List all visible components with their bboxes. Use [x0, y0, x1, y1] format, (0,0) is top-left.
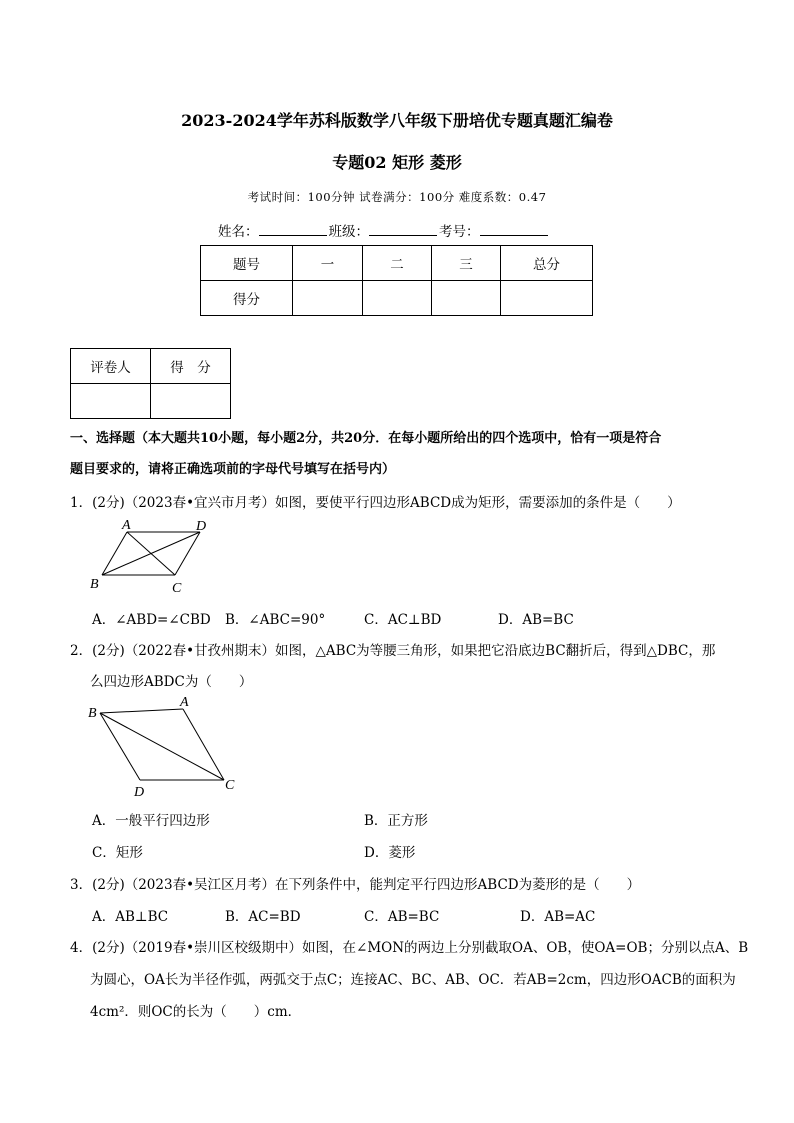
- q1-option-b[interactable]: B．∠ABC=90°: [225, 612, 326, 628]
- score-cell[interactable]: [293, 281, 363, 316]
- q4-stem-line2: 为圆心，OA长为半径作弧，两弧交于点C；连接AC、BC、AB、OC．若AB=2cm，四边形OACB的面积为: [90, 972, 736, 988]
- q1-label-a: A: [122, 518, 131, 533]
- q3-option-c[interactable]: C．AB=BC: [364, 909, 440, 925]
- exam-no-blank[interactable]: [480, 223, 548, 236]
- grader-cell[interactable]: [71, 384, 151, 419]
- score-cell[interactable]: [432, 281, 501, 316]
- q1-option-a[interactable]: A．∠ABD=∠CBD: [92, 612, 211, 628]
- score-header-cell: 一: [293, 246, 363, 281]
- q2-option-c[interactable]: C．矩形: [92, 845, 143, 861]
- grader-score-label: 得 分: [151, 349, 231, 384]
- grader-cell[interactable]: [151, 384, 231, 419]
- q3-option-a[interactable]: A．AB⊥BC: [92, 909, 169, 925]
- q2-diagonal-bc: [100, 713, 224, 780]
- exam-no-label: 考号：: [439, 224, 480, 240]
- class-label: 班级：: [328, 224, 369, 240]
- q2-side-db: [100, 713, 140, 780]
- q1-diagonal-bd: [102, 532, 200, 575]
- q2-label-b: B: [88, 706, 97, 721]
- q1-label-b: B: [90, 577, 99, 592]
- q4-stem-line3: 4cm²．则OC的长为（ ）cm．: [90, 1004, 302, 1020]
- q2-rhombus-figure: [80, 694, 250, 804]
- q1-label-d: D: [196, 519, 207, 534]
- name-blank[interactable]: [259, 223, 327, 236]
- q2-label-c: C: [225, 778, 235, 793]
- q2-option-a[interactable]: A．一般平行四边形: [92, 813, 210, 829]
- class-blank[interactable]: [369, 223, 437, 236]
- q2-label-d: D: [134, 785, 145, 800]
- score-cell[interactable]: [363, 281, 432, 316]
- q1-parallelogram-figure: [80, 514, 240, 594]
- score-header-cell: 题号: [201, 246, 293, 281]
- q1-option-d[interactable]: D．AB=BC: [498, 612, 574, 628]
- score-table: [200, 245, 593, 316]
- score-cell[interactable]: [501, 281, 593, 316]
- exam-subtitle: 专题02 矩形 菱形: [332, 153, 462, 172]
- exam-info: 考试时间：100分钟 试卷满分：100分 难度系数：0.47: [247, 190, 547, 204]
- q2-stem-line1: 2．(2分)（2022春•甘孜州期末）如图，△ABC为等腰三角形，如果把它沿底边BC翻折后，得到△DBC，那: [70, 643, 716, 659]
- name-label: 姓名：: [218, 224, 259, 240]
- student-fields: [218, 220, 550, 240]
- q3-option-d[interactable]: D．AB=AC: [520, 909, 596, 925]
- q4-stem-line1: 4．(2分)（2019春•崇川区校级期中）如图，在∠MON的两边上分别截取OA、OB，使OA=OB；分别以点A、B: [70, 940, 749, 956]
- q1-option-c[interactable]: C．AC⊥BD: [364, 612, 442, 628]
- q1-stem: 1．(2分)（2023春•宜兴市月考）如图，要使平行四边形ABCD成为矩形，需要添加的条件是（ ）: [70, 495, 681, 511]
- q2-option-d[interactable]: D．菱形: [364, 845, 416, 861]
- q1-side-ab: [102, 532, 127, 575]
- score-header-cell: 总分: [501, 246, 593, 281]
- q2-side-ba: [100, 709, 183, 713]
- q3-option-b[interactable]: B．AC=BD: [225, 909, 301, 925]
- grader-label: 评卷人: [71, 349, 151, 384]
- q2-label-a: A: [180, 695, 189, 710]
- q3-stem: 3．(2分)（2023春•吴江区月考）在下列条件中，能判定平行四边形ABCD为菱形的是（ ）: [70, 877, 641, 893]
- score-row-label: 得分: [201, 281, 293, 316]
- section-heading-line1: 一、选择题（本大题共10小题，每小题2分，共20分．在每小题所给出的四个选项中，恰有一项是符合: [70, 431, 662, 446]
- q2-option-b[interactable]: B．正方形: [364, 813, 428, 829]
- exam-title: 2023-2024学年苏科版数学八年级下册培优专题真题汇编卷: [181, 111, 613, 130]
- section-heading-line2: 题目要求的，请将正确选项前的字母代号填写在括号内）: [70, 462, 396, 477]
- grader-table: [70, 348, 231, 419]
- q1-side-dc: [175, 532, 200, 575]
- q1-label-c: C: [172, 581, 182, 594]
- score-header-cell: 二: [363, 246, 432, 281]
- q2-stem-line2: 么四边形ABDC为（ ）: [90, 674, 253, 690]
- score-header-cell: 三: [432, 246, 501, 281]
